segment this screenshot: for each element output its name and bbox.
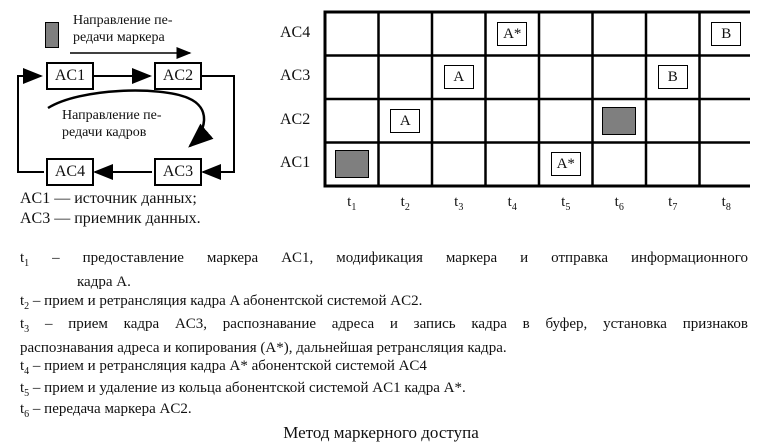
- node-ac3: AC3: [154, 158, 202, 186]
- time-tick-label: $t_6$: [614, 194, 624, 213]
- frame-token: A: [444, 65, 474, 89]
- row-label: AC2: [280, 110, 311, 128]
- desc-t3: $t_3$ – прием кадра AC3, распознавание адреса и запись кадра в буфер, установка признаков распознавания адреса и копирования (A*), дальнейшая ретрансляция кадра.: [20, 316, 748, 356]
- node-ac2: AC2: [154, 62, 202, 90]
- timing-grid: [270, 0, 750, 225]
- marker-legend-swatch: [45, 22, 59, 48]
- frame-token: B: [711, 22, 741, 46]
- time-tick-label: $t_1$: [347, 194, 357, 213]
- frame-token: B: [658, 65, 688, 89]
- ring-diagram: [0, 0, 260, 240]
- arrow-ac4-ac1: [18, 76, 44, 172]
- desc-t1: $t_1$ – предоставление маркера AC1, модификация маркера и отправка информационного кадра A.: [20, 250, 748, 290]
- time-tick-label: $t_3$: [454, 194, 464, 213]
- desc-t2: $t_2$ – прием и ретрансляция кадра A абонентской системой AC2.: [20, 293, 423, 312]
- row-label: AC1: [280, 154, 311, 172]
- marker-token: [335, 150, 369, 178]
- desc-t6: $t_6$ – передача маркера AC2.: [20, 401, 192, 420]
- arrow-ac2-ac3: [200, 76, 234, 172]
- node-ac4: AC4: [46, 158, 94, 186]
- figure-caption: Метод маркерного доступа: [283, 423, 479, 442]
- time-tick-label: $t_7$: [668, 194, 678, 213]
- frame-token: A*: [497, 22, 527, 46]
- note-source: AC1 — источник данных;: [20, 190, 197, 207]
- node-ac1: AC1: [46, 62, 94, 90]
- desc-t5: $t_5$ – прием и удаление из кольца абонентской системой AC1 кадра A*.: [20, 380, 466, 399]
- desc-t4: $t_4$ – прием и ретрансляция кадра A* абонентской системой AC4: [20, 358, 427, 377]
- row-label: AC4: [280, 23, 311, 41]
- marker-token: [602, 107, 636, 135]
- time-tick-label: $t_5$: [561, 194, 571, 213]
- frame-token: A: [390, 109, 420, 133]
- time-tick-label: $t_2$: [400, 194, 410, 213]
- frame-token: A*: [551, 152, 581, 176]
- note-receiver: AC3 — приемник данных.: [20, 210, 201, 227]
- marker-direction-label: Направление пе- редачи маркера: [73, 13, 173, 45]
- frame-direction-label: Направление пе- редачи кадров: [62, 108, 162, 140]
- row-label: AC3: [280, 67, 311, 85]
- time-tick-label: $t_8$: [721, 194, 731, 213]
- time-tick-label: $t_4$: [507, 194, 517, 213]
